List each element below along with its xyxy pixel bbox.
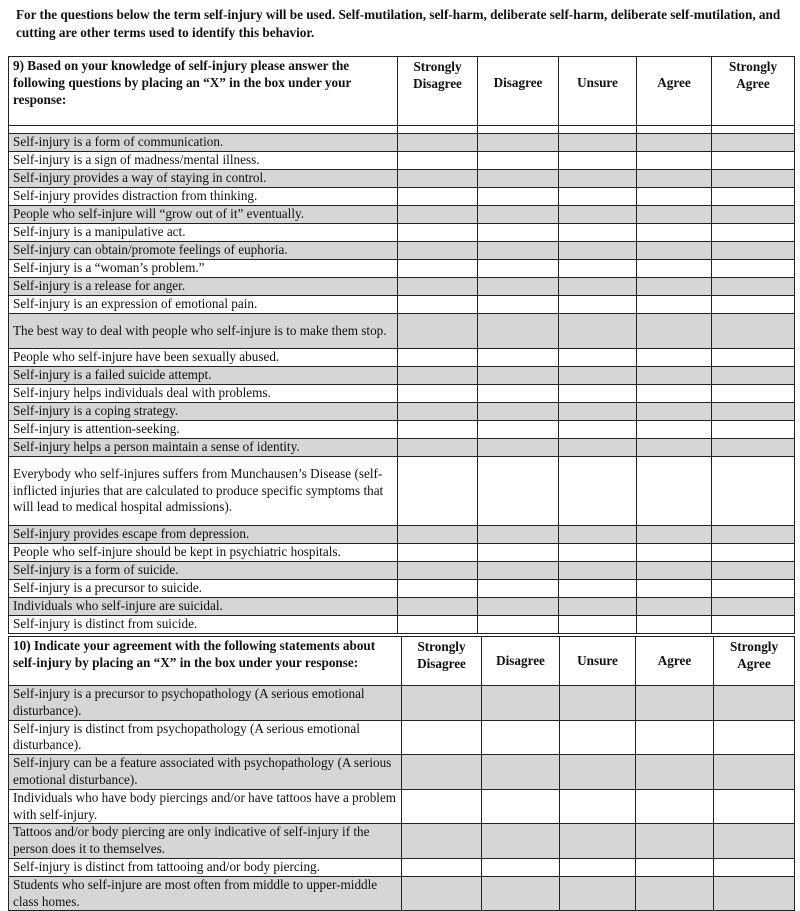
statement-text: Self-injury is a release for anger. xyxy=(9,278,398,296)
response-box[interactable] xyxy=(478,544,559,562)
statement-text: Self-injury provides distraction from thinking. xyxy=(9,188,398,206)
statement-text: Self-injury is a “woman’s problem.” xyxy=(9,260,398,278)
statement-row xyxy=(9,349,795,367)
column-unsure: Unsure xyxy=(559,57,637,126)
response-box[interactable] xyxy=(559,188,637,206)
response-box[interactable] xyxy=(482,720,560,755)
question-10-prompt: 10) Indicate your agreement with the following statements about self-injury by placing an “X” in the box under your response: xyxy=(9,637,402,686)
response-box[interactable] xyxy=(478,260,559,278)
statement-text: Self-injury helps a person maintain a sense of identity. xyxy=(9,439,398,457)
response-box[interactable] xyxy=(559,457,637,526)
response-box[interactable] xyxy=(637,260,712,278)
statement-text: Self-injury is an expression of emotional pain. xyxy=(9,296,398,314)
response-box[interactable] xyxy=(637,278,712,296)
response-box[interactable] xyxy=(559,580,637,598)
response-box[interactable] xyxy=(712,296,795,314)
response-box[interactable] xyxy=(478,206,559,224)
response-box[interactable] xyxy=(398,224,478,242)
response-box[interactable] xyxy=(560,824,636,859)
response-box[interactable] xyxy=(712,278,795,296)
response-box[interactable] xyxy=(482,876,560,911)
response-box[interactable] xyxy=(559,260,637,278)
spacer-cell xyxy=(478,126,559,134)
response-box[interactable] xyxy=(712,349,795,367)
response-box[interactable] xyxy=(714,789,795,824)
response-box[interactable] xyxy=(559,224,637,242)
response-box[interactable] xyxy=(637,403,712,421)
statement-text: Self-injury is distinct from suicide. xyxy=(9,616,398,634)
response-box[interactable] xyxy=(712,134,795,152)
response-box[interactable] xyxy=(402,858,482,876)
response-box[interactable] xyxy=(560,789,636,824)
response-box[interactable] xyxy=(559,526,637,544)
statement-row xyxy=(9,260,795,278)
response-box[interactable] xyxy=(478,526,559,544)
response-box[interactable] xyxy=(559,170,637,188)
response-box[interactable] xyxy=(637,206,712,224)
response-box[interactable] xyxy=(637,544,712,562)
statement-text: Students who self-injure are most often from middle to upper-middle class homes. xyxy=(9,876,402,911)
response-box[interactable] xyxy=(637,224,712,242)
response-box[interactable] xyxy=(637,152,712,170)
spacer-cell xyxy=(712,126,795,134)
response-box[interactable] xyxy=(398,367,478,385)
statement-text: Self-injury is a failed suicide attempt. xyxy=(9,367,398,385)
statement-row xyxy=(9,385,795,403)
statement-text: Self-injury can be a feature associated with psychopathology (A serious emotional disturbance). xyxy=(9,755,402,790)
column-agree: Agree xyxy=(637,57,712,126)
response-box[interactable] xyxy=(636,876,714,911)
statement-row xyxy=(9,242,795,260)
response-box[interactable] xyxy=(398,526,478,544)
response-box[interactable] xyxy=(398,296,478,314)
response-box[interactable] xyxy=(637,367,712,385)
response-box[interactable] xyxy=(712,616,795,634)
response-box[interactable] xyxy=(712,206,795,224)
response-box[interactable] xyxy=(398,544,478,562)
response-box[interactable] xyxy=(398,385,478,403)
statement-row xyxy=(9,134,795,152)
response-box[interactable] xyxy=(559,278,637,296)
response-box[interactable] xyxy=(637,526,712,544)
response-box[interactable] xyxy=(560,858,636,876)
response-box[interactable] xyxy=(559,403,637,421)
response-box[interactable] xyxy=(398,242,478,260)
statement-row xyxy=(9,296,795,314)
statement-row xyxy=(9,876,795,911)
response-box[interactable] xyxy=(712,367,795,385)
response-box[interactable] xyxy=(637,580,712,598)
response-box[interactable] xyxy=(712,421,795,439)
response-box[interactable] xyxy=(559,616,637,634)
response-box[interactable] xyxy=(478,580,559,598)
response-box[interactable] xyxy=(398,152,478,170)
statement-row xyxy=(9,616,795,634)
response-box[interactable] xyxy=(712,188,795,206)
response-box[interactable] xyxy=(402,789,482,824)
statement-text: Self-injury provides escape from depression. xyxy=(9,526,398,544)
statement-row xyxy=(9,224,795,242)
response-box[interactable] xyxy=(712,403,795,421)
statement-row xyxy=(9,278,795,296)
response-box[interactable] xyxy=(637,385,712,403)
response-box[interactable] xyxy=(714,720,795,755)
statement-text: Self-injury is a precursor to suicide. xyxy=(9,580,398,598)
response-box[interactable] xyxy=(712,170,795,188)
response-box[interactable] xyxy=(398,134,478,152)
response-box[interactable] xyxy=(559,206,637,224)
response-box[interactable] xyxy=(636,720,714,755)
response-box[interactable] xyxy=(482,686,560,721)
response-box[interactable] xyxy=(478,314,559,349)
response-box[interactable] xyxy=(482,755,560,790)
statement-row xyxy=(9,686,795,721)
response-box[interactable] xyxy=(636,686,714,721)
response-box[interactable] xyxy=(560,720,636,755)
response-box[interactable] xyxy=(398,616,478,634)
response-box[interactable] xyxy=(637,457,712,526)
response-box[interactable] xyxy=(478,349,559,367)
response-box[interactable] xyxy=(637,314,712,349)
statement-row xyxy=(9,314,795,349)
statement-text: Self-injury is a form of suicide. xyxy=(9,562,398,580)
response-box[interactable] xyxy=(637,439,712,457)
question-9-prompt: 9) Based on your knowledge of self-injury please answer the following questions by placing an “X” in the box under your response: xyxy=(9,57,398,126)
response-box[interactable] xyxy=(637,562,712,580)
column-unsure: Unsure xyxy=(560,637,636,686)
response-box[interactable] xyxy=(637,616,712,634)
response-box[interactable] xyxy=(559,562,637,580)
response-box[interactable] xyxy=(712,598,795,616)
statement-row xyxy=(9,170,795,188)
response-box[interactable] xyxy=(560,876,636,911)
response-box[interactable] xyxy=(478,296,559,314)
response-box[interactable] xyxy=(559,314,637,349)
statement-row xyxy=(9,421,795,439)
spacer-cell xyxy=(9,126,398,134)
statement-text: People who self-injure will “grow out of it” eventually. xyxy=(9,206,398,224)
statement-text: The best way to deal with people who self-injure is to make them stop. xyxy=(9,314,398,349)
response-box[interactable] xyxy=(712,224,795,242)
response-box[interactable] xyxy=(398,188,478,206)
question-10-table xyxy=(8,636,795,911)
response-box[interactable] xyxy=(712,457,795,526)
response-box[interactable] xyxy=(714,755,795,790)
response-box[interactable] xyxy=(559,598,637,616)
statement-row xyxy=(9,720,795,755)
statement-row xyxy=(9,439,795,457)
response-box[interactable] xyxy=(478,224,559,242)
response-box[interactable] xyxy=(478,439,559,457)
response-box[interactable] xyxy=(478,616,559,634)
statement-text: Self-injury is a form of communication. xyxy=(9,134,398,152)
statement-text: People who self-injure should be kept in psychiatric hospitals. xyxy=(9,544,398,562)
response-box[interactable] xyxy=(398,403,478,421)
response-box[interactable] xyxy=(714,876,795,911)
column-strongly-agree: Strongly Agree xyxy=(712,57,795,126)
response-box[interactable] xyxy=(398,278,478,296)
response-box[interactable] xyxy=(398,260,478,278)
response-box[interactable] xyxy=(398,421,478,439)
response-box[interactable] xyxy=(478,385,559,403)
response-box[interactable] xyxy=(482,858,560,876)
response-box[interactable] xyxy=(478,170,559,188)
statement-text: Everybody who self-injures suffers from Munchausen’s Disease (self-inflicted injuries that are calculated to produce specific symptoms that will lead to medical hospital admissions). xyxy=(9,457,398,526)
response-box[interactable] xyxy=(714,686,795,721)
response-box[interactable] xyxy=(559,421,637,439)
response-box[interactable] xyxy=(398,439,478,457)
statement-row xyxy=(9,824,795,859)
response-box[interactable] xyxy=(478,598,559,616)
response-box[interactable] xyxy=(560,755,636,790)
response-box[interactable] xyxy=(478,242,559,260)
statement-row xyxy=(9,188,795,206)
response-box[interactable] xyxy=(712,580,795,598)
response-box[interactable] xyxy=(402,755,482,790)
response-box[interactable] xyxy=(559,544,637,562)
response-box[interactable] xyxy=(559,367,637,385)
response-box[interactable] xyxy=(478,421,559,439)
statement-row xyxy=(9,206,795,224)
response-box[interactable] xyxy=(478,152,559,170)
response-box[interactable] xyxy=(637,188,712,206)
response-box[interactable] xyxy=(398,562,478,580)
response-box[interactable] xyxy=(636,789,714,824)
response-box[interactable] xyxy=(712,152,795,170)
question-9-items xyxy=(9,126,795,634)
statement-row xyxy=(9,789,795,824)
response-box[interactable] xyxy=(398,349,478,367)
response-box[interactable] xyxy=(478,188,559,206)
statement-text: Self-injury is a manipulative act. xyxy=(9,224,398,242)
statement-text: Self-injury is a coping strategy. xyxy=(9,403,398,421)
response-box[interactable] xyxy=(712,385,795,403)
response-box[interactable] xyxy=(712,526,795,544)
response-box[interactable] xyxy=(714,858,795,876)
spacer-cell xyxy=(637,126,712,134)
statement-row xyxy=(9,544,795,562)
response-box[interactable] xyxy=(402,720,482,755)
response-box[interactable] xyxy=(559,134,637,152)
statement-text: Tattoos and/or body piercing are only indicative of self-injury if the person does it to themselves. xyxy=(9,824,402,859)
response-box[interactable] xyxy=(398,206,478,224)
response-box[interactable] xyxy=(398,580,478,598)
question-10-items xyxy=(9,686,795,911)
response-box[interactable] xyxy=(637,296,712,314)
response-box[interactable] xyxy=(398,170,478,188)
response-box[interactable] xyxy=(398,314,478,349)
response-box[interactable] xyxy=(559,349,637,367)
statement-row xyxy=(9,457,795,526)
statement-row xyxy=(9,526,795,544)
response-box[interactable] xyxy=(637,170,712,188)
response-box[interactable] xyxy=(637,134,712,152)
response-box[interactable] xyxy=(478,403,559,421)
response-box[interactable] xyxy=(712,260,795,278)
statement-text: Self-injury provides a way of staying in control. xyxy=(9,170,398,188)
response-box[interactable] xyxy=(402,876,482,911)
response-box[interactable] xyxy=(637,242,712,260)
column-disagree: Disagree xyxy=(478,57,559,126)
response-box[interactable] xyxy=(559,385,637,403)
response-box[interactable] xyxy=(712,242,795,260)
statement-row xyxy=(9,562,795,580)
statement-row xyxy=(9,367,795,385)
column-disagree: Disagree xyxy=(482,637,560,686)
response-box[interactable] xyxy=(478,457,559,526)
response-box[interactable] xyxy=(637,349,712,367)
statement-text: Self-injury is attention-seeking. xyxy=(9,421,398,439)
response-box[interactable] xyxy=(398,598,478,616)
response-box[interactable] xyxy=(714,824,795,859)
response-box[interactable] xyxy=(559,439,637,457)
statement-text: People who self-injure have been sexually abused. xyxy=(9,349,398,367)
response-box[interactable] xyxy=(637,421,712,439)
response-box[interactable] xyxy=(636,824,714,859)
statement-text: Self-injury is distinct from psychopathology (A serious emotional disturbance). xyxy=(9,720,402,755)
response-box[interactable] xyxy=(478,134,559,152)
response-box[interactable] xyxy=(636,755,714,790)
statement-row xyxy=(9,858,795,876)
response-box[interactable] xyxy=(712,439,795,457)
response-box[interactable] xyxy=(478,367,559,385)
statement-text: Self-injury can obtain/promote feelings of euphoria. xyxy=(9,242,398,260)
response-box[interactable] xyxy=(402,686,482,721)
column-strongly-disagree: Strongly Disagree xyxy=(398,57,478,126)
response-box[interactable] xyxy=(636,858,714,876)
statement-row xyxy=(9,403,795,421)
spacer-cell xyxy=(559,126,637,134)
statement-row xyxy=(9,598,795,616)
column-strongly-disagree: Strongly Disagree xyxy=(402,637,482,686)
response-box[interactable] xyxy=(559,296,637,314)
response-box[interactable] xyxy=(478,278,559,296)
response-box[interactable] xyxy=(712,314,795,349)
question-9-table xyxy=(8,56,795,634)
response-box[interactable] xyxy=(712,562,795,580)
response-box[interactable] xyxy=(559,242,637,260)
response-box[interactable] xyxy=(478,562,559,580)
response-box[interactable] xyxy=(559,152,637,170)
statement-row xyxy=(9,580,795,598)
instructions-text: For the questions below the term self-injury will be used. Self-mutilation, self-harm, deliberate self-harm, deliberate self-mutilation, and cutting are other terms used to identify this behavior. xyxy=(16,7,781,40)
column-agree: Agree xyxy=(636,637,714,686)
statement-text: Self-injury helps individuals deal with problems. xyxy=(9,385,398,403)
spacer-cell xyxy=(398,126,478,134)
response-box[interactable] xyxy=(560,686,636,721)
statement-text: Individuals who self-injure are suicidal. xyxy=(9,598,398,616)
statement-row xyxy=(9,755,795,790)
response-box[interactable] xyxy=(398,457,478,526)
statement-row xyxy=(9,152,795,170)
response-box[interactable] xyxy=(482,824,560,859)
statement-text: Self-injury is distinct from tattooing and/or body piercing. xyxy=(9,858,402,876)
statement-text: Self-injury is a precursor to psychopathology (A serious emotional disturbance). xyxy=(9,686,402,721)
statement-text: Individuals who have body piercings and/or have tattoos have a problem with self-injury. xyxy=(9,789,402,824)
response-box[interactable] xyxy=(712,544,795,562)
response-box[interactable] xyxy=(637,598,712,616)
column-strongly-agree: Strongly Agree xyxy=(714,637,795,686)
statement-text: Self-injury is a sign of madness/mental illness. xyxy=(9,152,398,170)
response-box[interactable] xyxy=(482,789,560,824)
response-box[interactable] xyxy=(402,824,482,859)
